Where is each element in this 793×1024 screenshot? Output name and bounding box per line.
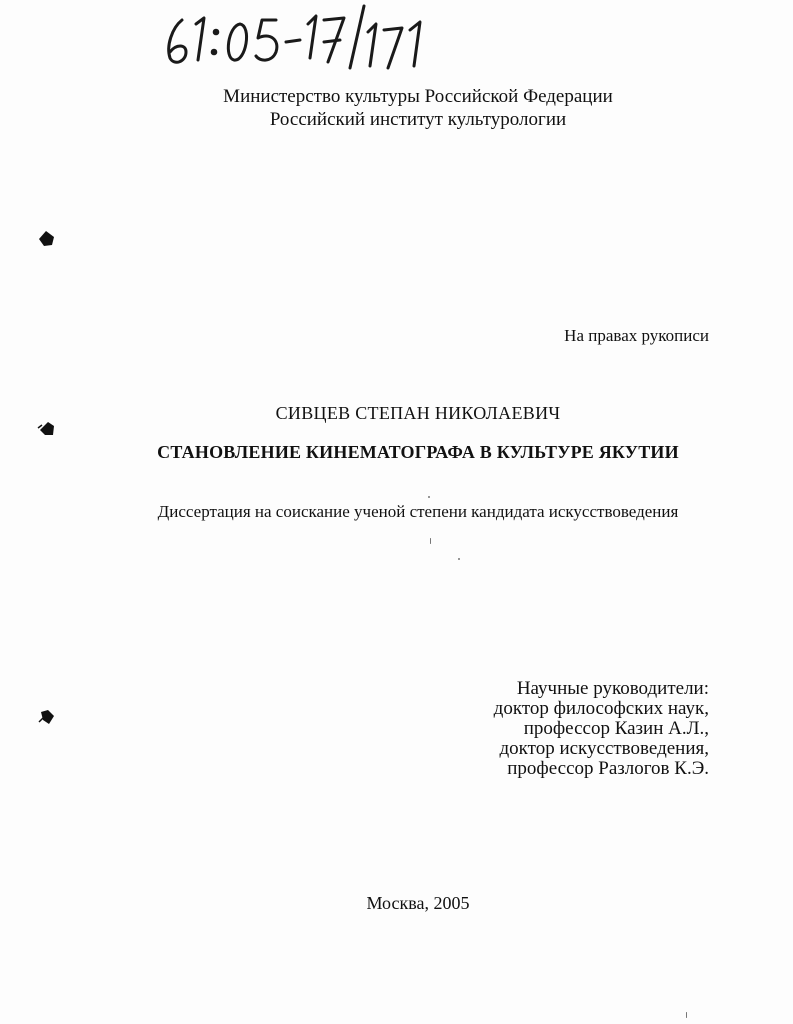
institute-heading: Российский институт культурологии [269, 109, 567, 130]
supervisor-line: профессор Разлогов К.Э. [507, 758, 709, 779]
scan-speck [458, 558, 460, 560]
punch-mark-icon [36, 228, 58, 250]
archive-mark-drawing [158, 2, 438, 74]
punch-mark-icon [36, 706, 58, 728]
scan-speck [430, 538, 431, 544]
supervisor-line: доктор искусствоведения, [499, 738, 709, 759]
supervisors-block [494, 679, 709, 779]
manuscript-note: На правах рукописи [564, 326, 709, 345]
scan-speck [428, 496, 430, 498]
author-name: СИВЦЕВ СТЕПАН НИКОЛАЕВИЧ [275, 403, 561, 423]
city-year: Москва, 2005 [366, 893, 470, 913]
dissertation-title: СТАНОВЛЕНИЕ КИНЕМАТОГРАФА В КУЛЬТУРЕ ЯКУТИИ [157, 442, 679, 462]
scan-speck [686, 1012, 687, 1018]
degree-statement: Диссертация на соискание ученой степени кандидата искусствоведения [157, 502, 679, 521]
archive-mark-handwritten [158, 2, 438, 74]
punch-mark-icon [36, 418, 58, 440]
supervisor-line: доктор философских наук, [493, 698, 709, 719]
supervisors-heading: Научные руководители: [516, 678, 709, 699]
supervisor-line: профессор Казин А.Л., [523, 718, 709, 739]
ministry-heading: Министерство культуры Российской Федерации [223, 86, 613, 107]
